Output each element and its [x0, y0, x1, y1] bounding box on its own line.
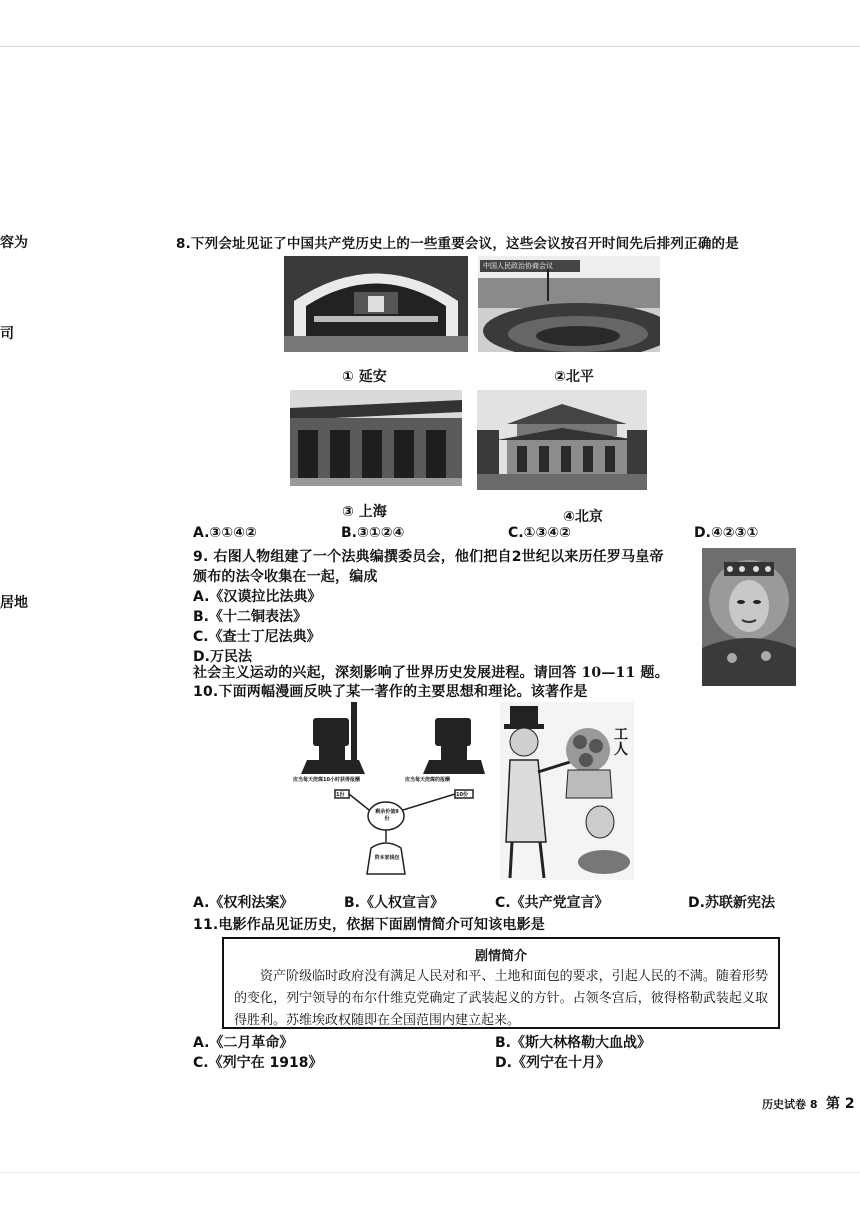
- cartoon-caption: 资本家钱包: [374, 855, 400, 861]
- cartoon-caption: 1份: [336, 792, 345, 798]
- q10-option-a[interactable]: A.《权利法案》: [193, 895, 294, 911]
- q8-option-b[interactable]: B.③①②④: [341, 525, 405, 541]
- photo-label: ① 延安: [342, 369, 387, 385]
- cartoon-capitalist-worker: [500, 702, 634, 880]
- margin-fragment: 司: [0, 326, 14, 342]
- question-8-stem: 8.下列会址见证了中国共产党历史上的一些重要会议，这些会议按召开时间先后排列正确的是: [176, 236, 739, 252]
- page-top-divider: [0, 46, 860, 47]
- photo-label: ④北京: [563, 509, 603, 525]
- q11-option-d[interactable]: D.《列宁在十月》: [495, 1055, 610, 1071]
- margin-fragment: 居地: [0, 595, 28, 611]
- photo-label: ②北平: [554, 369, 594, 385]
- cartoon-caption: 应当每天挖煤10小时获得报酬: [293, 777, 360, 783]
- q10-option-d[interactable]: D.苏联新宪法: [688, 895, 775, 911]
- photo-beijing-building: [477, 390, 647, 490]
- q11-option-b[interactable]: B.《斯大林格勒大血战》: [495, 1035, 651, 1051]
- intro-10-11: 社会主义运动的兴起，深刻影响了世界历史发展进程。请回答 10—11 题。: [193, 665, 669, 681]
- q10-option-b[interactable]: B.《人权宣言》: [344, 895, 444, 911]
- question-9-stem-line1: 9. 右图人物组建了一个法典编撰委员会，他们把自2世纪以来历任罗马皇帝: [193, 549, 664, 565]
- q9-option-b[interactable]: B.《十二铜表法》: [193, 609, 307, 625]
- photo-beiping-hall: [478, 256, 660, 352]
- margin-fragment: 容为: [0, 235, 28, 251]
- q8-option-d[interactable]: D.④②③①: [694, 525, 759, 541]
- plot-summary-text: 资产阶级临时政府没有满足人民对和平、土地和面包的要求，引起人民的不满。随着形势的变化，列宁领导的布尔什维克党确定了武装起义的方针。占领冬宫后，彼得格勒武装起义取得胜利。苏维埃政权随即在全国范围内建立起来。: [234, 969, 768, 1028]
- cartoon-caption: 应当每天挖煤的报酬: [405, 777, 451, 783]
- plot-summary-title: 剧情简介: [474, 949, 527, 964]
- q8-option-a[interactable]: A.③①④②: [193, 525, 257, 541]
- cartoon-worker-label: 工人: [614, 727, 628, 758]
- q10-option-c[interactable]: C.《共产党宣言》: [495, 895, 609, 911]
- cartoon-caption: 剩余价值9份: [375, 809, 399, 822]
- photo-shanghai-building: [290, 390, 462, 486]
- photo-label: ③ 上海: [342, 504, 387, 520]
- photo-yanan-hall: [284, 256, 468, 352]
- q11-option-c[interactable]: C.《列宁在 1918》: [193, 1055, 323, 1071]
- question-9-stem-line2: 颁布的法令收集在一起，编成: [193, 569, 378, 585]
- banner-text: 中国人民政治协商会议: [483, 262, 553, 270]
- cartoon-caption: 10份: [456, 792, 468, 798]
- q8-option-c[interactable]: C.①③④②: [508, 525, 572, 541]
- q9-option-c[interactable]: C.《查士丁尼法典》: [193, 629, 321, 645]
- footer-page: 第 2: [826, 1096, 855, 1112]
- plot-summary-box: [222, 937, 780, 1029]
- question-10-stem: 10.下面两幅漫画反映了某一著作的主要思想和理论。该著作是: [193, 684, 588, 700]
- q9-option-d[interactable]: D.万民法: [193, 649, 252, 665]
- q11-option-a[interactable]: A.《二月革命》: [193, 1035, 294, 1051]
- cartoon-surplus-value: [283, 698, 485, 878]
- page-bottom-divider: [0, 1172, 860, 1173]
- question-11-stem: 11.电影作品见证历史，依据下面剧情简介可知该电影是: [193, 917, 545, 933]
- justinian-mosaic-image: [702, 548, 796, 686]
- q9-option-a[interactable]: A.《汉谟拉比法典》: [193, 589, 322, 605]
- footer-label: 历史试卷 8: [762, 1098, 818, 1111]
